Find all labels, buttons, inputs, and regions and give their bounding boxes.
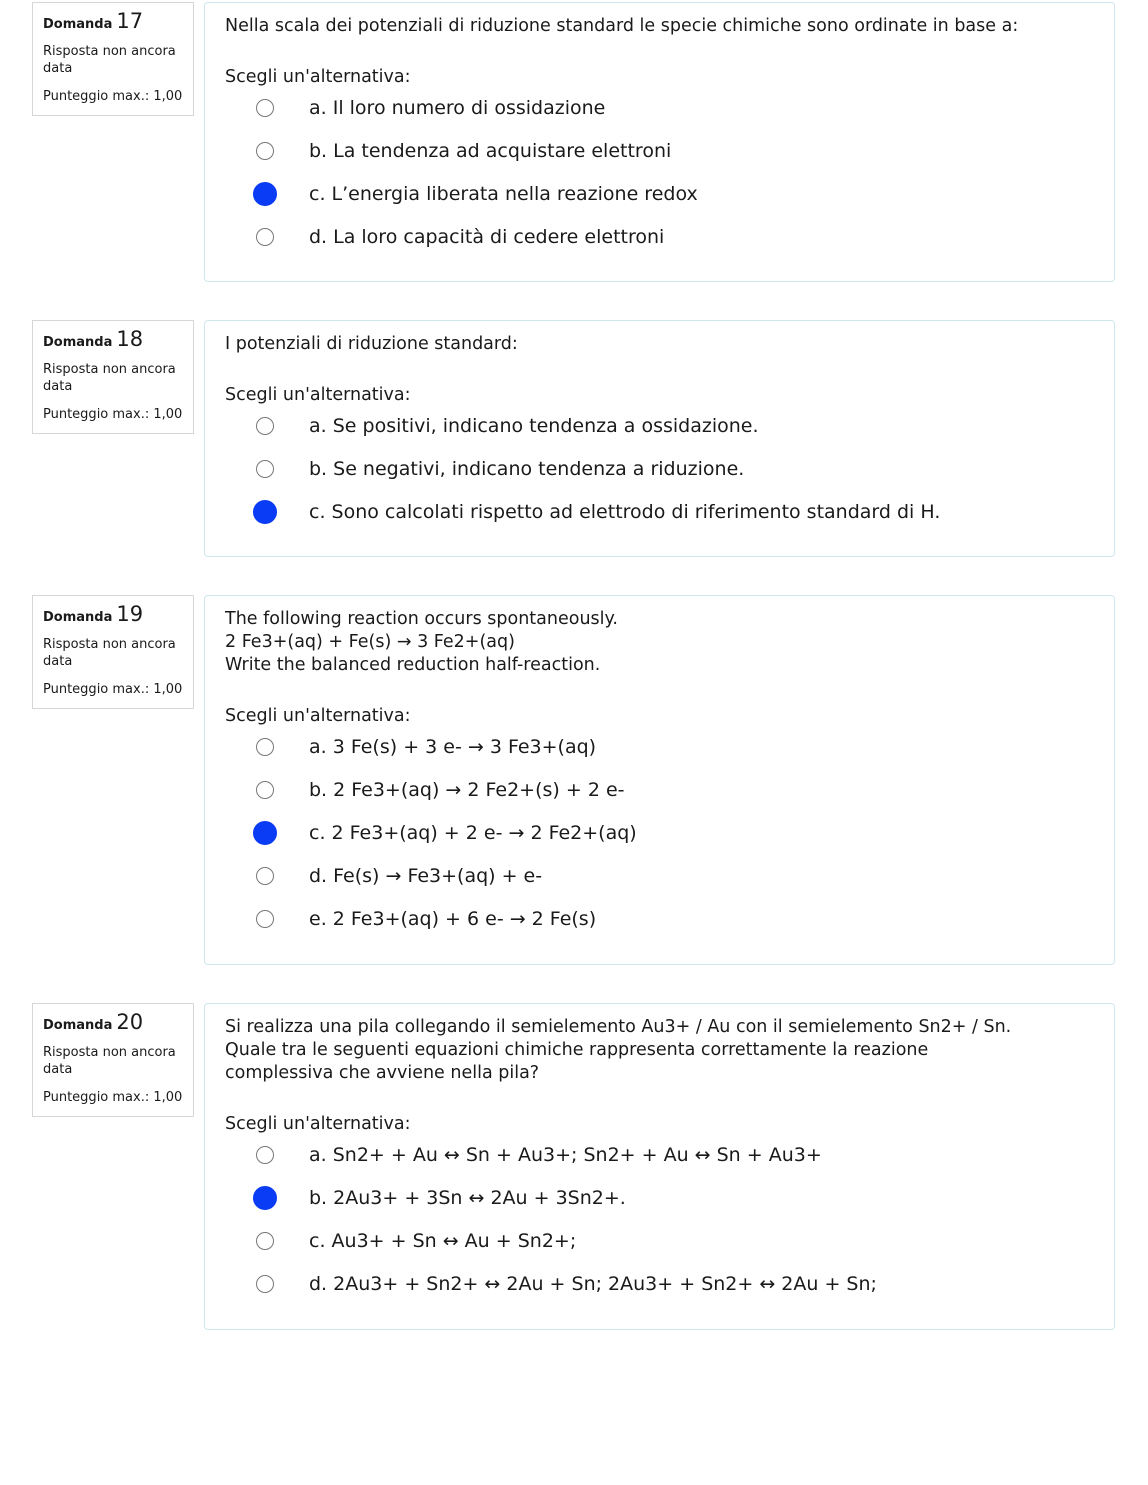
- question-number: [43, 602, 183, 626]
- question-state: Risposta non ancora data: [43, 362, 176, 394]
- radio-button[interactable]: [256, 99, 274, 117]
- question-number-value: 20: [116, 1010, 144, 1034]
- radio-button[interactable]: [256, 1232, 274, 1250]
- radio-button[interactable]: [256, 417, 274, 435]
- answer-options: [225, 86, 1094, 258]
- answer-options: [225, 725, 1094, 940]
- question-text: 2 Fe3+(aq) + Fe(s) → 3 Fe2+(aq): [225, 632, 515, 652]
- answer-option[interactable]: [225, 1133, 1094, 1176]
- question-number-value: 17: [116, 9, 144, 33]
- answer-option[interactable]: [225, 854, 1094, 897]
- question-state: Risposta non ancora data: [43, 44, 176, 76]
- question-content: [204, 595, 1115, 965]
- radio-button[interactable]: [253, 182, 277, 206]
- question-number: [43, 9, 183, 33]
- question-content: [204, 320, 1115, 557]
- answer-option-label[interactable]: a. Il loro numero di ossidazione: [309, 96, 606, 119]
- question-state: Risposta non ancora data: [43, 637, 176, 669]
- answer-option[interactable]: [225, 1176, 1094, 1219]
- question-state: Risposta non ancora data: [43, 1045, 176, 1077]
- answer-option[interactable]: [225, 86, 1094, 129]
- question-text: Nella scala dei potenziali di riduzione standard le specie chimiche sono ordinate in base a:: [225, 16, 1019, 36]
- radio-button[interactable]: [256, 867, 274, 885]
- answer-option[interactable]: [225, 897, 1094, 940]
- answer-prompt: Scegli un'alternativa:: [225, 67, 411, 87]
- answer-option-label[interactable]: b. La tendenza ad acquistare elettroni: [309, 139, 672, 162]
- question-label: Domanda: [43, 1018, 113, 1033]
- question-content: [204, 2, 1115, 282]
- answer-option[interactable]: [225, 725, 1094, 768]
- question-info: [32, 320, 194, 434]
- question-content: [204, 1003, 1115, 1330]
- question-text: complessiva che avviene nella pila?: [225, 1063, 540, 1083]
- radio-button[interactable]: [256, 142, 274, 160]
- answer-option[interactable]: [225, 1219, 1094, 1262]
- radio-button[interactable]: [256, 910, 274, 928]
- radio-button[interactable]: [253, 500, 277, 524]
- question-number-value: 18: [116, 327, 144, 351]
- question-info: [32, 2, 194, 116]
- answer-option[interactable]: [225, 490, 1094, 533]
- question-max-grade: Punteggio max.: 1,00: [43, 1090, 183, 1105]
- answer-option-label[interactable]: b. Se negativi, indicano tendenza a riduzione.: [309, 457, 745, 480]
- question-max-grade: Punteggio max.: 1,00: [43, 682, 183, 697]
- question-label: Domanda: [43, 17, 113, 32]
- answer-option-label[interactable]: a. Sn2+ + Au ↔ Sn + Au3+; Sn2+ + Au ↔ Sn + Au3+: [309, 1143, 822, 1166]
- answer-option-label[interactable]: d. 2Au3+ + Sn2+ ↔ 2Au + Sn; 2Au3+ + Sn2+ ↔ 2Au + Sn;: [309, 1272, 877, 1295]
- answer-option-label[interactable]: a. 3 Fe(s) + 3 e- → 3 Fe3+(aq): [309, 735, 597, 758]
- answer-option-label[interactable]: c. Sono calcolati rispetto ad elettrodo di riferimento standard di H.: [309, 500, 941, 523]
- question-text: Si realizza una pila collegando il semielemento Au3+ / Au con il semielemento Sn2+ / Sn.: [225, 1017, 1012, 1037]
- answer-option-label[interactable]: a. Se positivi, indicano tendenza a ossidazione.: [309, 414, 759, 437]
- answer-prompt: Scegli un'alternativa:: [225, 706, 411, 726]
- question-info: [32, 1003, 194, 1117]
- answer-option-label[interactable]: d. La loro capacità di cedere elettroni: [309, 225, 665, 248]
- radio-button[interactable]: [256, 228, 274, 246]
- radio-button[interactable]: [256, 460, 274, 478]
- answer-options: [225, 404, 1094, 533]
- answer-option[interactable]: [225, 215, 1094, 258]
- radio-button[interactable]: [253, 821, 277, 845]
- radio-button[interactable]: [256, 781, 274, 799]
- answer-option[interactable]: [225, 447, 1094, 490]
- question-text: I potenziali di riduzione standard:: [225, 334, 518, 354]
- answer-option-label[interactable]: c. Au3+ + Sn ↔ Au + Sn2+;: [309, 1229, 577, 1252]
- answer-option-label[interactable]: b. 2Au3+ + 3Sn ↔ 2Au + 3Sn2+.: [309, 1186, 626, 1209]
- answer-option-label[interactable]: e. 2 Fe3+(aq) + 6 e- → 2 Fe(s): [309, 907, 597, 930]
- question-text: The following reaction occurs spontaneously.: [225, 609, 618, 629]
- radio-button[interactable]: [256, 1275, 274, 1293]
- answer-option[interactable]: [225, 811, 1094, 854]
- answer-option-label[interactable]: b. 2 Fe3+(aq) → 2 Fe2+(s) + 2 e-: [309, 778, 625, 801]
- answer-option[interactable]: [225, 172, 1094, 215]
- question-number: [43, 1010, 183, 1034]
- question-info: [32, 595, 194, 709]
- answer-option-label[interactable]: c. 2 Fe3+(aq) + 2 e- → 2 Fe2+(aq): [309, 821, 637, 844]
- answer-option[interactable]: [225, 768, 1094, 811]
- radio-button[interactable]: [253, 1186, 277, 1210]
- question-text: Write the balanced reduction half-reaction.: [225, 655, 601, 675]
- answer-option[interactable]: [225, 1262, 1094, 1305]
- answer-option-label[interactable]: d. Fe(s) → Fe3+(aq) + e-: [309, 864, 543, 887]
- answer-option-label[interactable]: c. L’energia liberata nella reazione redox: [309, 182, 698, 205]
- question-label: Domanda: [43, 610, 113, 625]
- answer-prompt: Scegli un'alternativa:: [225, 1114, 411, 1134]
- answer-options: [225, 1133, 1094, 1305]
- radio-button[interactable]: [256, 1146, 274, 1164]
- answer-prompt: Scegli un'alternativa:: [225, 385, 411, 405]
- question-max-grade: Punteggio max.: 1,00: [43, 407, 183, 422]
- question-text: Quale tra le seguenti equazioni chimiche rappresenta correttamente la reazione: [225, 1040, 929, 1060]
- radio-button[interactable]: [256, 738, 274, 756]
- question-number: [43, 327, 183, 351]
- answer-option[interactable]: [225, 404, 1094, 447]
- answer-option[interactable]: [225, 129, 1094, 172]
- question-max-grade: Punteggio max.: 1,00: [43, 89, 183, 104]
- question-label: Domanda: [43, 335, 113, 350]
- question-number-value: 19: [116, 602, 144, 626]
